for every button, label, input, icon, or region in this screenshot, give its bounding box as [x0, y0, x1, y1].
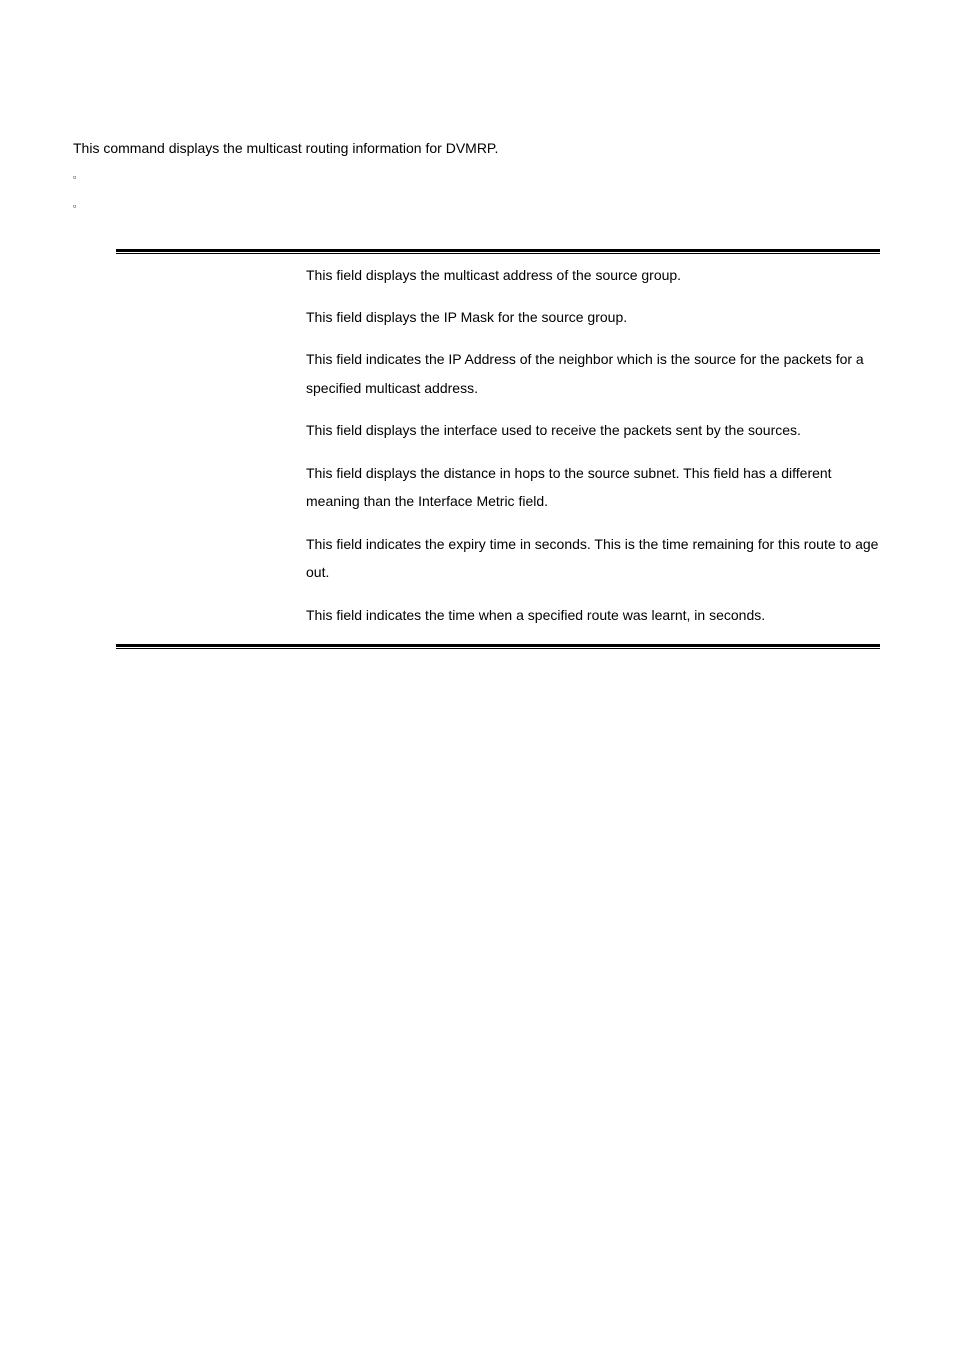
field-description: This field displays the IP Mask for the source group. [306, 309, 628, 326]
table-row [116, 598, 880, 640]
field-description: This field displays the distance in hops to the source subnet. This field has a different meaning than the Interface Metric field. [306, 464, 832, 510]
field-name-cell [116, 300, 306, 342]
table-row [116, 342, 880, 413]
syntax-bullet: ▫ [73, 201, 77, 211]
field-description: This field indicates the expiry time in seconds. This is the time remaining for this route to age out. [306, 535, 879, 581]
syntax-bullet: ▫ [73, 172, 77, 182]
field-name-cell [116, 258, 306, 300]
table-row [116, 300, 880, 342]
table-top-rule [116, 249, 880, 254]
field-name-cell [116, 527, 306, 598]
table-row [116, 258, 880, 300]
field-name-cell [116, 456, 306, 527]
field-description: This field displays the interface used to receive the packets sent by the sources. [306, 422, 801, 439]
table-row [116, 456, 880, 527]
field-name-cell [116, 342, 306, 413]
field-description: This field displays the multicast address of the source group. [306, 267, 682, 283]
field-description: This field indicates the time when a specified route was learnt, in seconds. [306, 606, 766, 623]
field-description-table [116, 258, 880, 640]
command-description: This command displays the multicast routing information for DVMRP. [73, 140, 499, 156]
table-row [116, 413, 880, 455]
field-description: This field indicates the IP Address of the neighbor which is the source for the packets for a specified multicast address. [306, 351, 864, 397]
table-bottom-rule [116, 644, 880, 649]
field-name-cell [116, 598, 306, 640]
field-name-cell [116, 413, 306, 455]
table-row [116, 527, 880, 598]
